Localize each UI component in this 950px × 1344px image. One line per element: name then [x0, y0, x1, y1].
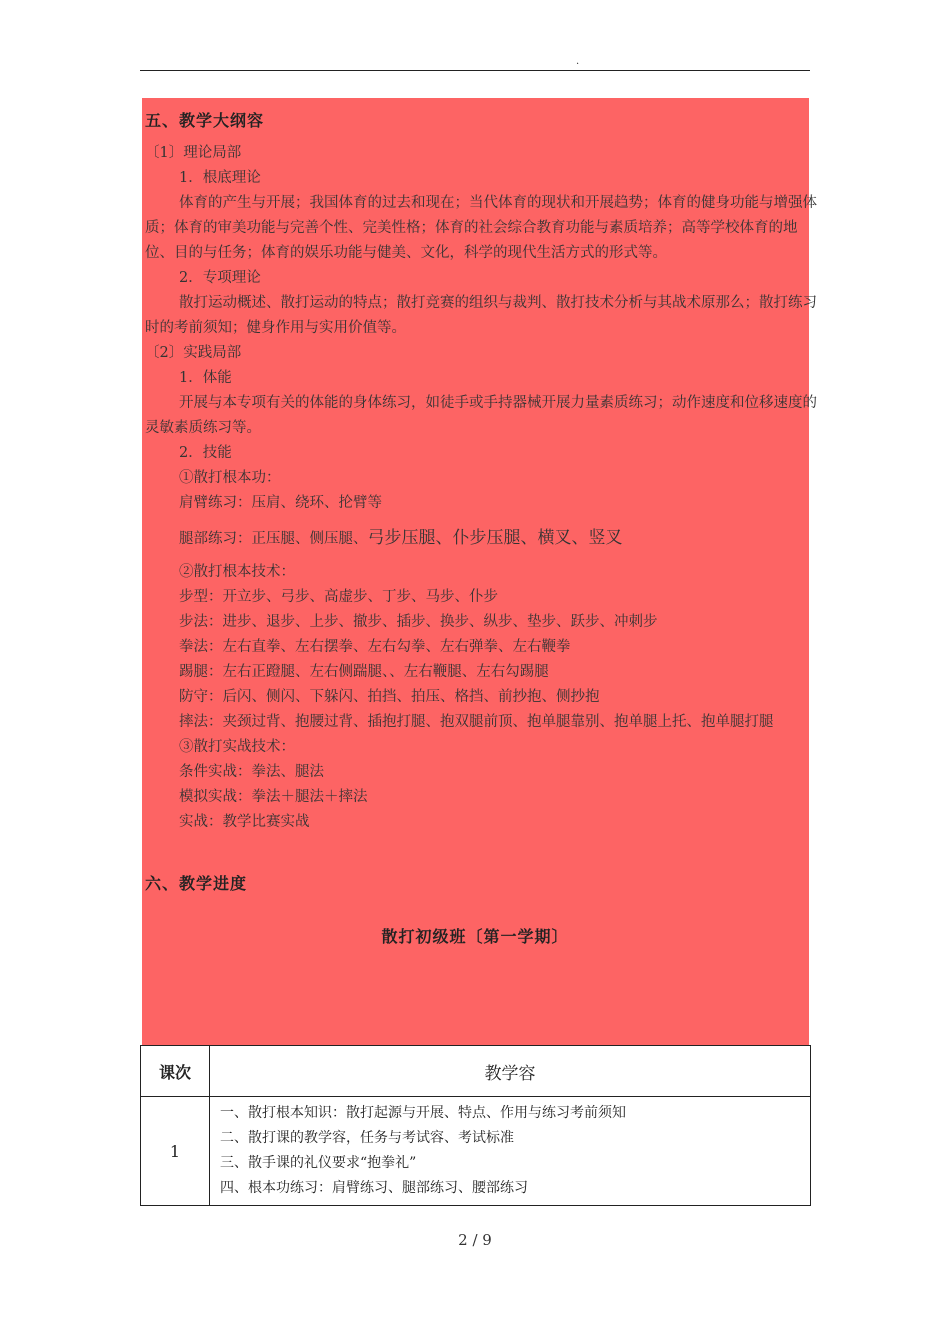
fist-line: 拳法：左右直拳、左右摆拳、左右勾拳、左右弹拳、左右鞭拳 [179, 639, 571, 655]
lesson-item: 四、根本功练习：肩臂练习、腿部练习、腰部练习 [220, 1180, 528, 1196]
section-five-title: 五、教学大纲容 [145, 111, 265, 130]
fitness-text: 开展与本专项有关的体能的身体练习，如徒手或手持器械开展力量素质练习；动作速度和位移速度的灵敏素质练习等。 [145, 395, 817, 436]
defense-line: 防守：后闪、侧闪、下躲闪、拍挡、拍压、格挡、前抄抱、侧抄抱 [179, 689, 600, 705]
lesson-content [210, 1097, 811, 1206]
header-content: 教学容 [210, 1046, 811, 1097]
special-theory-text: 散打运动概述、散打运动的特点；散打竞赛的组织与裁判、散打技术分析与其战术原那么；散打练习时的考前须知；健身作用与实用价值等。 [145, 295, 817, 336]
stance-line: 步型：开立步、弓步、高虚步、丁步、马步、仆步 [179, 589, 498, 605]
basic-theory-heading: 1．根底理论 [179, 170, 261, 186]
leg-drill-part-a: 腿部练习：正压腿、侧压腿、 [179, 531, 368, 547]
simulated-combat: 模拟实战：拳法＋腿法＋摔法 [179, 789, 368, 805]
skills-heading: 2．技能 [179, 445, 232, 461]
part-theory: 〔1〕理论局部 [145, 145, 242, 161]
section-six-title: 六、教学进度 [145, 874, 248, 893]
leg-drill [145, 526, 820, 552]
basic-tech-heading: ②散打根本技术： [179, 564, 295, 580]
lesson-number: 1 [141, 1097, 210, 1206]
lesson-item: 三、散手课的礼仪要求“抱拳礼” [220, 1155, 417, 1171]
combat-heading: ③散打实战技术： [179, 739, 295, 755]
shoulder-drill: 肩臂练习：压肩、绕环、抡臂等 [179, 495, 382, 511]
kick-line: 踢腿：左右正蹬腿、左右侧踹腿、、左右鞭腿、左右勾踢腿 [179, 664, 549, 680]
lesson-item: 一、散打根本知识：散打起源与开展、特点、作用与练习考前须知 [220, 1105, 626, 1121]
throw-line: 摔法：夹颈过背、抱腰过背、插抱打腿、抱双腿前顶、抱单腿靠别、抱单腿上托、抱单腿打腿 [179, 714, 774, 730]
part-practice: 〔2〕实践局部 [145, 345, 242, 361]
page-number: 2 / 9 [458, 1231, 492, 1249]
basic-theory-text: 体育的产生与开展；我国体育的过去和现在；当代体育的现状和开展趋势；体育的健身功能与增强体质；体育的审美功能与完善个性、完美性格；体育的社会综合教育功能与素质培养；高等学校体育的地位、目的与任务；体育的娱乐功能与健美、文化，科学的现代生活方式的形式等。 [145, 195, 817, 261]
basic-skills-heading: ①散打根本功： [179, 470, 281, 486]
table-header-row [141, 1046, 811, 1097]
document-body [145, 108, 820, 949]
footwork-line: 步法：进步、退步、上步、撤步、插步、换步、纵步、垫步、跃步、冲刺步 [179, 614, 658, 630]
schedule-subtitle: 散打初级班〔第一学期〕 [381, 927, 569, 946]
schedule-table [140, 1045, 811, 1206]
fitness-heading: 1．体能 [179, 370, 232, 386]
real-combat: 实战：教学比赛实战 [179, 814, 310, 830]
header-lesson: 课次 [141, 1046, 210, 1097]
conditional-combat: 条件实战：拳法、腿法 [179, 764, 324, 780]
header-mark: . [576, 56, 580, 67]
special-theory-heading: 2．专项理论 [179, 270, 261, 286]
leg-drill-part-b: 弓步压腿、仆步压腿、横叉、竖叉 [367, 528, 623, 548]
table-row [141, 1097, 811, 1206]
lesson-item: 二、散打课的教学容，任务与考试容、考试标准 [220, 1130, 514, 1146]
header-rule [140, 70, 810, 71]
